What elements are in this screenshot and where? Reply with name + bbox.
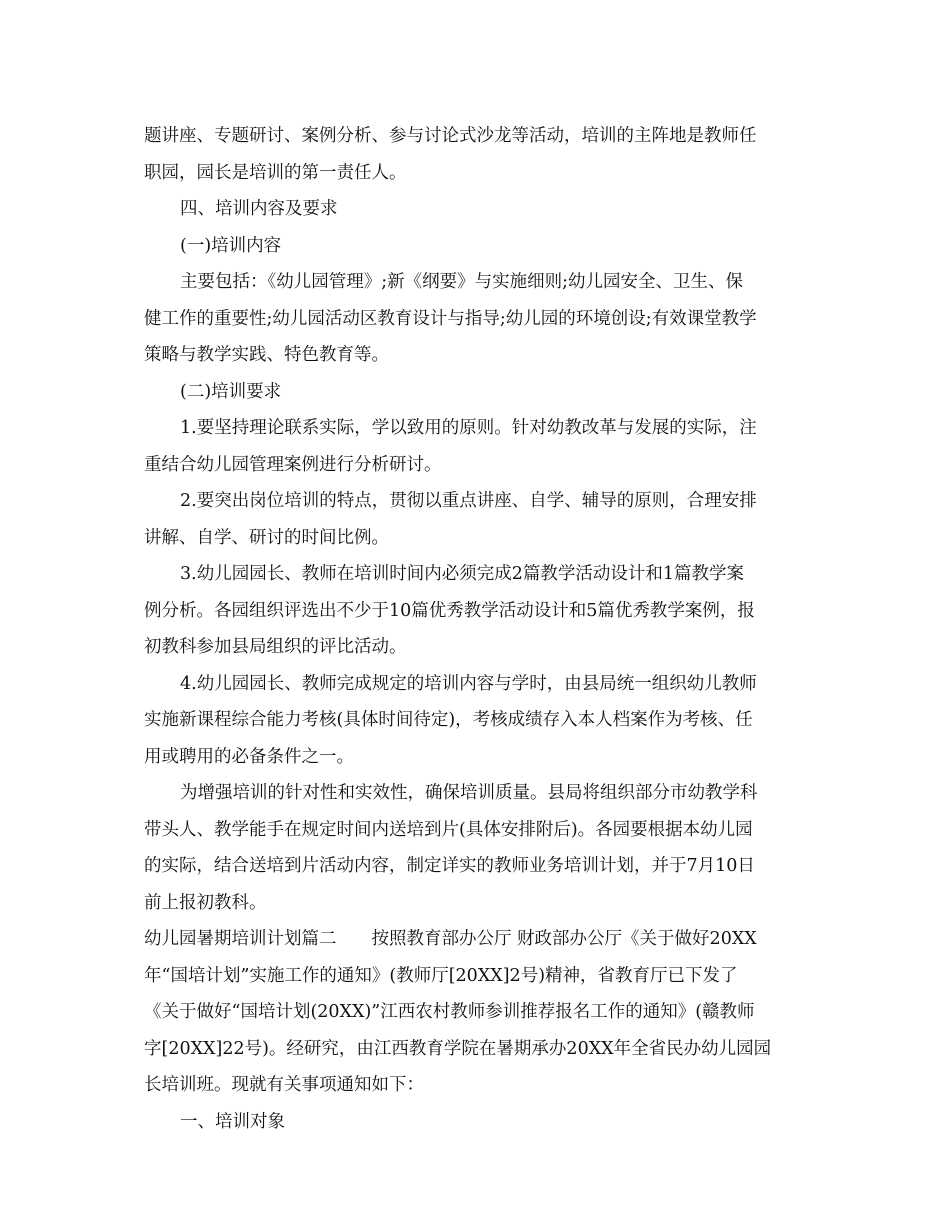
subsection-heading: (二)培训要求 [180, 381, 282, 402]
text-line: 为增强培训的针对性和实效性，确保培训质量。县局将组织部分市幼教学科 [180, 783, 758, 803]
text-line: 初教科参加县局组织的评比活动。 [144, 637, 407, 657]
article-title-line: 幼儿园暑期培训计划篇二 按照教育部办公厅 财政部办公厅《关于做好20XX [144, 929, 757, 949]
text-line: 例分析。各园组织评选出不少于10篇优秀教学活动设计和5篇优秀教学案例，报 [144, 600, 755, 621]
text-line: 主要包括：《幼儿园管理》;新《纲要》与实施细则;幼儿园安全、卫生、保 [180, 272, 744, 292]
text-line: 讲解、自学、研讨的时间比例。 [144, 527, 389, 548]
text-line: 1.要坚持理论联系实际，学以致用的原则。针对幼教改革与发展的实际，注 [180, 418, 757, 438]
text-line: 健工作的重要性;幼儿园活动区教育设计与指导;幼儿园的环境创设;有效课堂教学 [144, 308, 757, 329]
text-line: 前上报初教科。 [144, 892, 267, 913]
document-body [144, 118, 808, 1140]
text-line: 重结合幼儿园管理案例进行分析研讨。 [144, 454, 442, 475]
text-line: 年“国培计划”实施工作的通知》(教师厅[20XX]2号)精神，省教育厅已下发了 [144, 965, 738, 986]
text-line: 带头人、教学能手在规定时间内送培到片(具体安排附后)。各园要根据本幼儿园 [144, 819, 753, 840]
section-heading: 一、培训对象 [180, 1111, 285, 1132]
text-line: 长培训班。现就有关事项通知如下： [144, 1075, 424, 1095]
text-line: 策略与教学实践、特色教育等。 [144, 345, 389, 365]
text-line: 3.幼儿园园长、教师在培训时间内必须完成2篇教学活动设计和1篇教学案 [180, 564, 744, 584]
section-heading: 四、培训内容及要求 [180, 199, 338, 219]
text-line: 2.要突出岗位培训的特点，贯彻以重点讲座、自学、辅导的原则，合理安排 [180, 491, 757, 511]
text-line: 职园，园长是培训的第一责任人。 [144, 162, 407, 183]
text-line: 用或聘用的必备条件之一。 [144, 746, 354, 767]
text-line: 4.幼儿园园长、教师完成规定的培训内容与学时，由县局统一组织幼儿教师 [180, 673, 757, 694]
text-line: 实施新课程综合能力考核(具体时间待定)，考核成绩存入本人档案作为考核、任 [144, 710, 753, 730]
text-line: 题讲座、专题研讨、案例分析、参与讨论式沙龙等活动，培训的主阵地是教师任 [144, 126, 757, 146]
text-line: 字[20XX]22号)。经研究，由江西教育学院在暑期承办20XX年全省民办幼儿园园 [144, 1038, 772, 1059]
text-line: 的实际，结合送培到片活动内容，制定详实的教师业务培训计划，并于7月10日 [144, 856, 755, 876]
text-line: 《关于做好“国培计划(20XX)”江西农村教师参训推荐报名工作的通知》(赣教师 [144, 1002, 755, 1022]
subsection-heading: (一)培训内容 [180, 235, 282, 256]
